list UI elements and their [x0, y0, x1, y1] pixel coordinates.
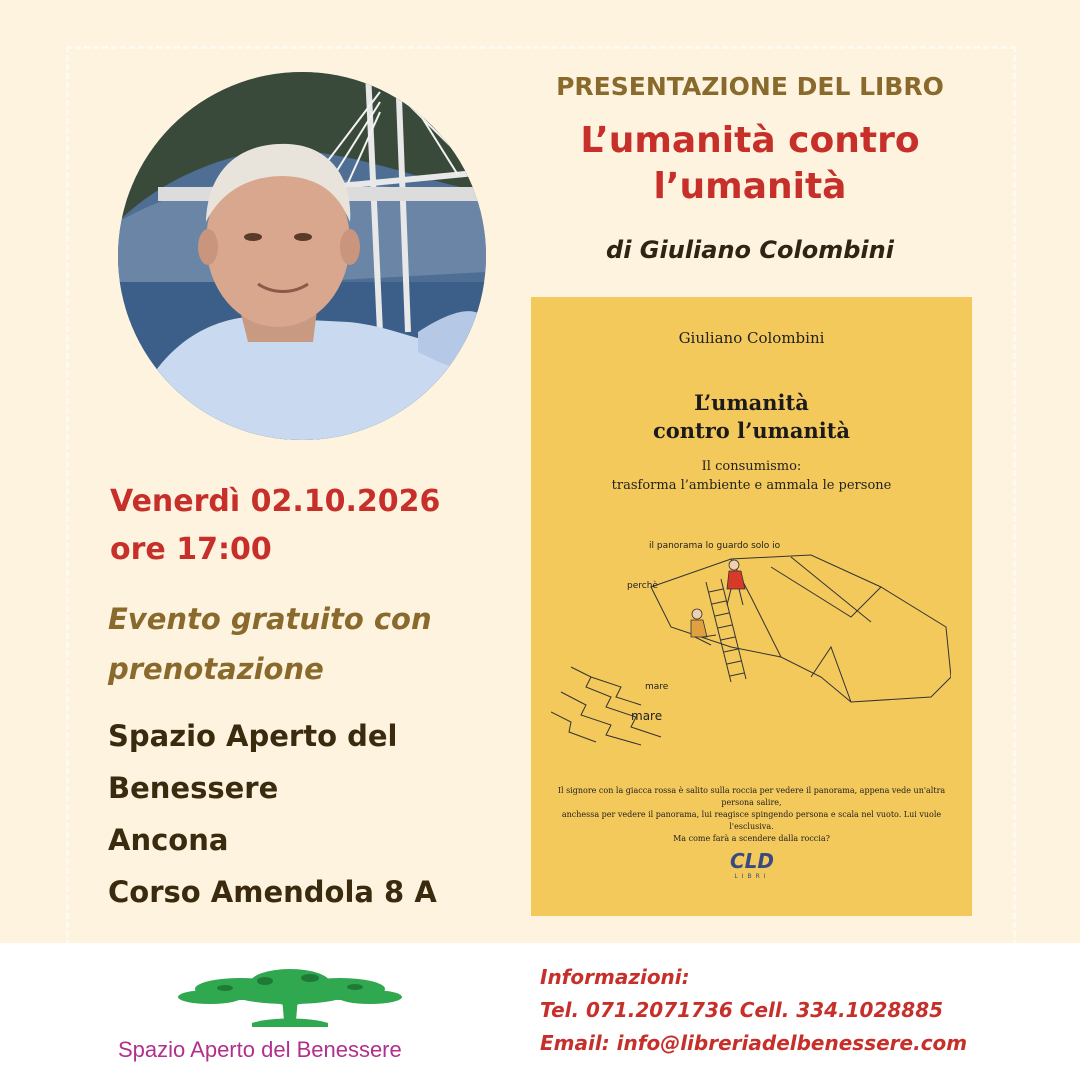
cover-blurb-line1: Il signore con la giacca rossa è salito sulla roccia per vedere il panorama, appena vede un'altra persona salire,: [557, 786, 946, 807]
cover-subtitle: [531, 457, 972, 495]
info-phone[interactable]: Tel. 071.2071736 Cell. 334.1028885: [540, 998, 944, 1022]
event-note: [108, 594, 508, 694]
cover-blurb-line3: Ma come farà a scendere dalla roccia?: [673, 834, 830, 843]
event-note-line1: Evento gratuito con: [108, 602, 432, 636]
cover-blurb-line2: anchessa per vedere il panorama, lui reagisce spingendo persona e scala nel vuoto. Lui vuole l'esclusiva.: [561, 810, 942, 831]
cover-author: Giuliano Colombini: [678, 329, 825, 347]
cover-subtitle-line1: Il consumismo:: [701, 459, 802, 474]
book-title-line1: L’umanità contro: [580, 120, 920, 161]
footer: [0, 943, 1080, 1080]
cover-title: [531, 389, 972, 445]
publisher-logo-mark: CLD: [729, 849, 775, 873]
venue-line4: Corso Amendola 8 A: [108, 875, 437, 909]
info-title: Informazioni:: [540, 965, 690, 989]
presentation-kicker: PRESENTAZIONE DEL LIBRO: [556, 72, 944, 101]
event-datetime: [110, 478, 510, 574]
cover-illustration: [551, 527, 951, 747]
cover-label-panorama: il panorama lo guardo solo io: [649, 541, 781, 551]
book-title: [530, 118, 970, 210]
cover-subtitle-line2: trasforma l’ambiente e ammala le persone: [611, 478, 892, 493]
book-author: di Giuliano Colombini: [606, 236, 894, 264]
contact-info: [540, 961, 1060, 1060]
event-note-line2: prenotazione: [108, 652, 324, 686]
cover-blurb: [551, 785, 952, 845]
book-cover: [531, 297, 972, 916]
tree-icon: [170, 963, 410, 1035]
publisher-logo-sub: LIBRI: [734, 873, 770, 880]
event-time: ore 17:00: [110, 532, 272, 567]
publisher-logo: [727, 849, 777, 889]
cover-title-line1: L’umanità: [694, 390, 809, 415]
cover-title-line2: contro l’umanità: [652, 418, 851, 443]
venue-line3: Ancona: [108, 823, 229, 857]
cover-label-perche: perchè: [627, 581, 658, 591]
author-portrait: [118, 72, 486, 440]
venue-line2: Benessere: [108, 771, 279, 805]
venue-address: [108, 710, 528, 918]
book-title-line2: l’umanità: [653, 166, 847, 207]
cover-label-mare: mare: [631, 709, 663, 723]
brand-name: Spazio Aperto del Benessere: [118, 1037, 402, 1062]
venue-line1: Spazio Aperto del: [108, 719, 398, 753]
cover-label-mare-small: mare: [645, 682, 669, 692]
event-date: Venerdì 02.10.2026: [110, 484, 441, 519]
info-email[interactable]: Email: info@libreriadelbenessere.com: [540, 1031, 968, 1055]
